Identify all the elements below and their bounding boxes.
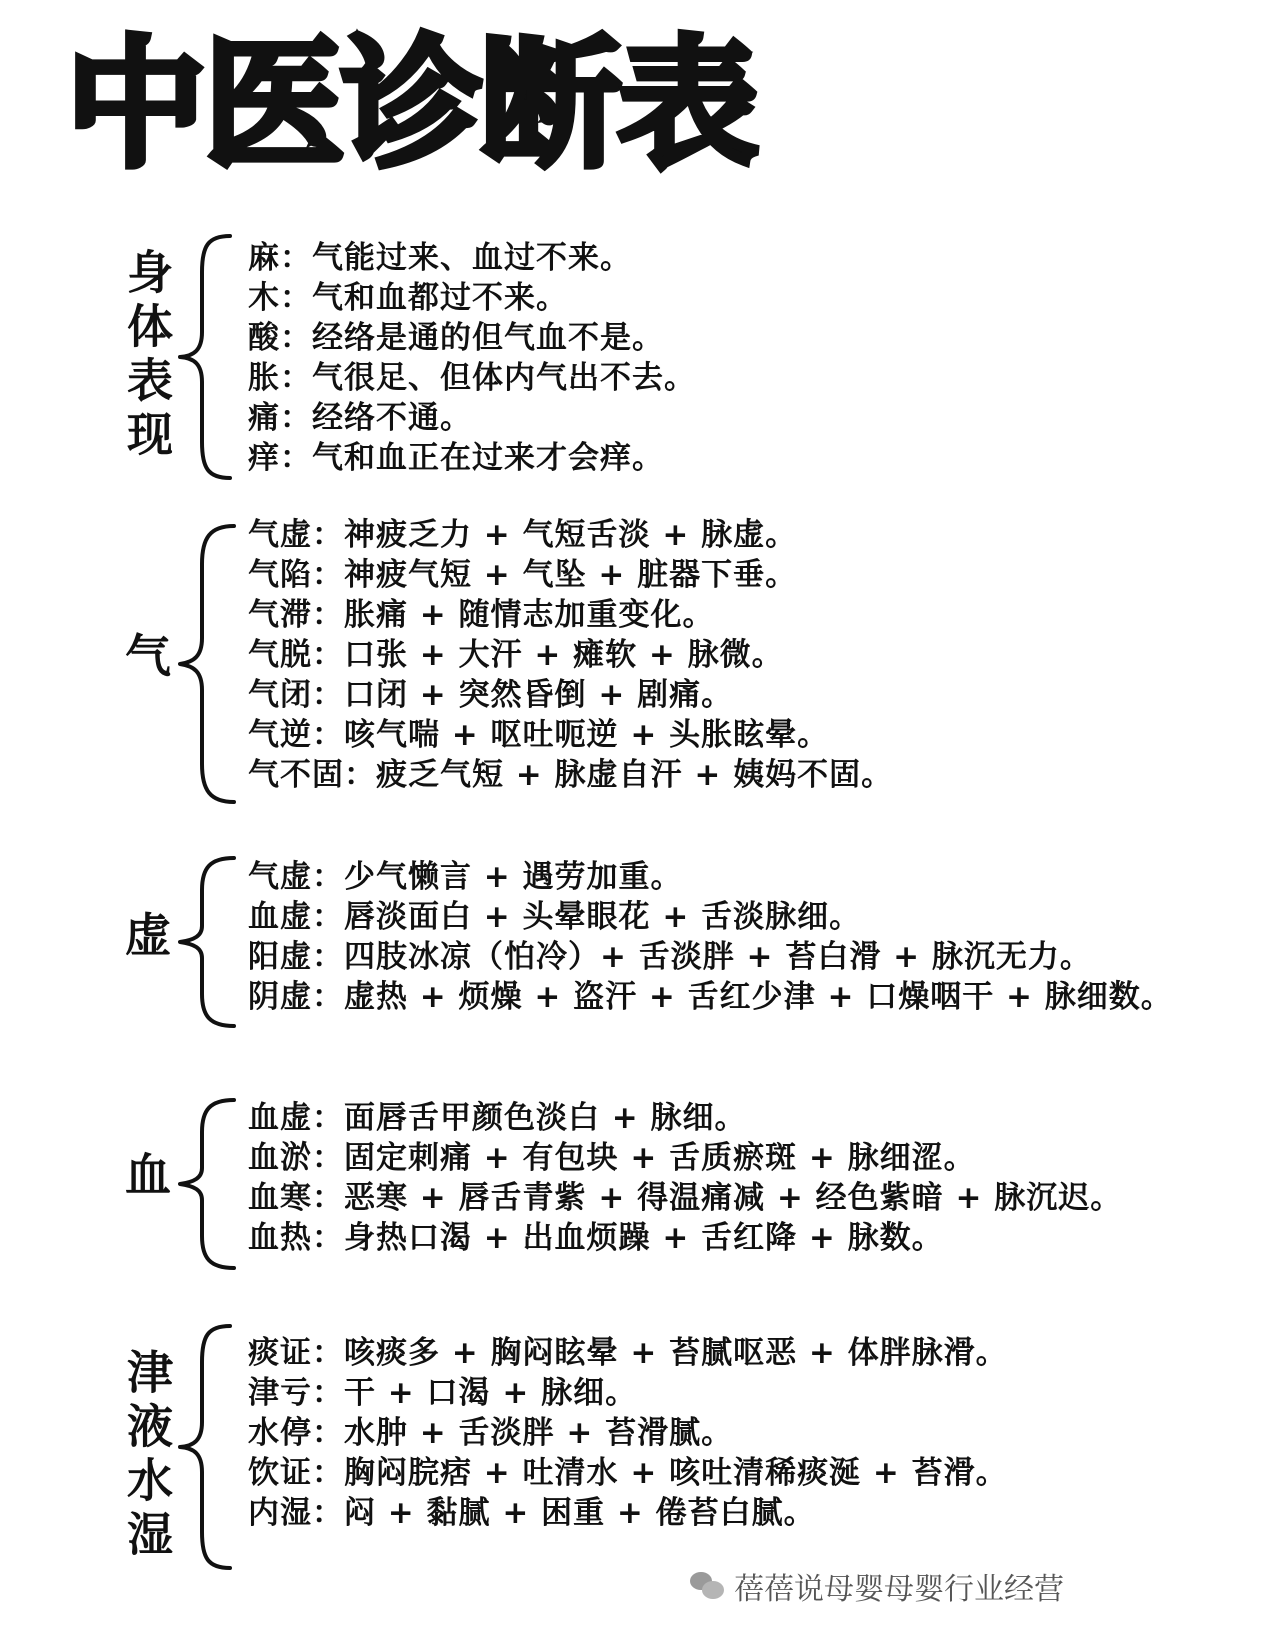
- list-item: 气虚：少气懒言 + 遇劳加重。: [248, 859, 683, 895]
- list-item: 气闭：口闭 + 突然昏倒 + 剧痛。: [248, 677, 734, 713]
- brace-icon: [172, 520, 242, 810]
- list-item: 血虚：唇淡面白 + 头晕眼花 + 舌淡脉细。: [248, 899, 862, 935]
- list-item: 阴虚：虚热 + 烦燥 + 盗汗 + 舌红少津 + 口燥咽干 + 脉细数。: [248, 979, 1173, 1015]
- page-title: 中医诊断表: [66, 24, 757, 187]
- list-item: 水停：水肿 + 舌淡胖 + 苔滑腻。: [248, 1415, 734, 1451]
- list-item: 痒：气和血正在过来才会痒。: [248, 440, 664, 476]
- list-item: 麻：气能过来、血过不来。: [248, 240, 632, 276]
- list-item: 气脱：口张 + 大汗 + 瘫软 + 脉微。: [248, 637, 784, 673]
- list-item: 胀：气很足、但体内气出不去。: [248, 360, 696, 396]
- category-label: 虚: [125, 908, 171, 962]
- list-item: 饮证：胸闷脘痞 + 吐清水 + 咳吐清稀痰涎 + 苔滑。: [248, 1455, 1008, 1491]
- list-item: 气逆：咳气喘 + 呕吐呃逆 + 头胀眩晕。: [248, 717, 830, 753]
- list-item: 阳虚：四肢冰凉（怕冷）+ 舌淡胖 + 苔白滑 + 脉沉无力。: [248, 939, 1092, 975]
- list-item: 血寒：恶寒 + 唇舌青紫 + 得温痛减 + 经色紫暗 + 脉沉迟。: [248, 1180, 1123, 1216]
- watermark-text: 蓓蓓说母婴母婴行业经营: [734, 1572, 1064, 1607]
- category-label: 气: [125, 629, 171, 683]
- list-item: 血虚：面唇舌甲颜色淡白 + 脉细。: [248, 1100, 747, 1136]
- list-item: 气滞：胀痛 + 随情志加重变化。: [248, 597, 715, 633]
- brace-icon: [172, 1322, 242, 1572]
- list-item: 血热：身热口渴 + 出血烦躁 + 舌红降 + 脉数。: [248, 1220, 944, 1256]
- list-item: 酸：经络是通的但气血不是。: [248, 320, 664, 356]
- list-item: 痛：经络不通。: [248, 400, 472, 436]
- list-item: 内湿：闷 + 黏腻 + 困重 + 倦苔白腻。: [248, 1495, 816, 1531]
- category-label: 津液水湿: [120, 1348, 174, 1564]
- list-item: 痰证：咳痰多 + 胸闷眩晕 + 苔腻呕恶 + 体胖脉滑。: [248, 1335, 1008, 1371]
- brace-icon: [172, 852, 242, 1032]
- brace-icon: [172, 232, 242, 482]
- brace-icon: [172, 1094, 242, 1274]
- list-item: 血淤：固定刺痛 + 有包块 + 舌质瘀斑 + 脉细涩。: [248, 1140, 976, 1176]
- category-label: 血: [125, 1148, 171, 1202]
- list-item: 木：气和血都过不来。: [248, 280, 568, 316]
- category-label: 身体表现: [120, 248, 174, 464]
- list-item: 气不固：疲乏气短 + 脉虚自汗 + 姨妈不固。: [248, 757, 894, 793]
- list-item: 津亏：干 + 口渴 + 脉细。: [248, 1375, 638, 1411]
- list-item: 气陷：神疲气短 + 气坠 + 脏器下垂。: [248, 557, 798, 593]
- list-item: 气虚：神疲乏力 + 气短舌淡 + 脉虚。: [248, 517, 798, 553]
- watermark: [690, 1564, 1064, 1608]
- wechat-icon: [690, 1572, 724, 1600]
